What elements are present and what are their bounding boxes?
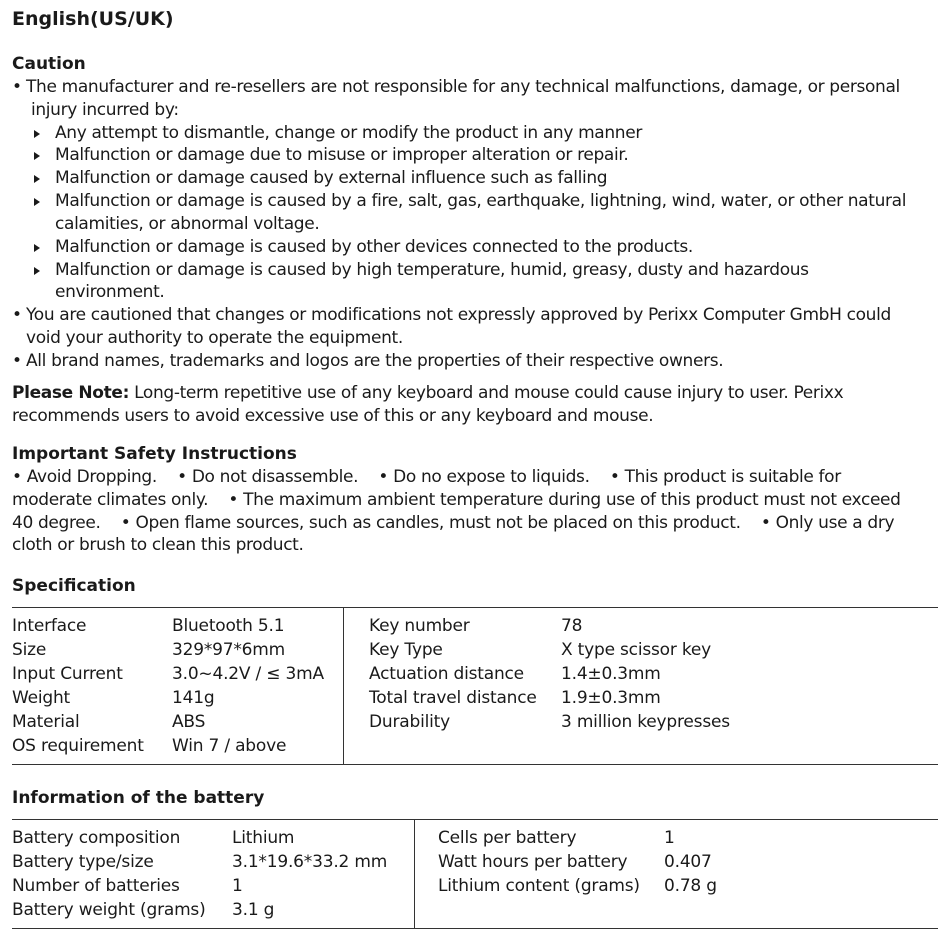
safety-line: moderate climates only. • The maximum ambient temperature during use of this product must not exceed — [12, 490, 901, 510]
triangle-bullet-icon — [34, 267, 40, 275]
spec-label: Input Current — [12, 664, 123, 684]
spec-column-divider — [343, 608, 344, 764]
spec-value: Bluetooth 5.1 — [172, 616, 285, 636]
caution-item-text: Malfunction or damage is caused by other devices connected to the products. — [55, 237, 693, 257]
caution-intro — [12, 77, 900, 97]
triangle-bullet-icon — [34, 130, 40, 138]
please-note-line2: recommends users to avoid excessive use of this or any keyboard and mouse. — [12, 406, 654, 426]
spec-label: Material — [12, 712, 80, 732]
safety-line: cloth or brush to clean this product. — [12, 535, 304, 555]
spec-value: 329*97*6mm — [172, 640, 286, 660]
spec-label: OS requirement — [12, 736, 144, 756]
battery-label: Watt hours per battery — [438, 852, 628, 872]
caution-item-text-cont: calamities, or abnormal voltage. — [55, 214, 320, 234]
please-note-line1: Long-term repetitive use of any keyboard and mouse could cause injury to user. Perixx — [134, 383, 844, 403]
spec-value: Win 7 / above — [172, 736, 287, 756]
spec-value: 141g — [172, 688, 215, 708]
specification-heading: Specification — [12, 576, 136, 596]
safety-line: 40 degree. • Open flame sources, such as candles, must not be placed on this product. • Only use a dry — [12, 513, 895, 533]
spec-value: X type scissor key — [561, 640, 712, 660]
caution-item-text: Malfunction or damage caused by external influence such as falling — [55, 168, 608, 188]
spec-label: Actuation distance — [369, 664, 524, 684]
spec-label: Size — [12, 640, 47, 660]
spec-value: 78 — [561, 616, 583, 636]
battery-label: Battery composition — [12, 828, 181, 848]
spec-top-rule — [12, 607, 938, 608]
caution-note3-text: All brand names, trademarks and logos are the properties of their respective owners. — [26, 351, 724, 371]
please-note-label: Please Note: — [12, 383, 130, 403]
caution-note2-line1: You are cautioned that changes or modifications not expressly approved by Perixx Computer GmbH could — [26, 305, 891, 325]
language-title: English(US/UK) — [12, 8, 174, 30]
spec-bottom-rule — [12, 764, 938, 765]
battery-value: 0.78 g — [664, 876, 717, 896]
spec-value: ABS — [172, 712, 206, 732]
bullet-icon: • — [12, 351, 22, 371]
battery-value: 3.1 g — [232, 900, 275, 920]
spec-value: 3 million keypresses — [561, 712, 730, 732]
caution-intro-line2: injury incurred by: — [31, 100, 179, 120]
caution-note-modifications — [12, 305, 891, 325]
please-note — [12, 383, 843, 403]
battery-value: 3.1*19.6*33.2 mm — [232, 852, 388, 872]
safety-heading: Important Safety Instructions — [12, 444, 297, 464]
spec-value: 1.4±0.3mm — [561, 664, 661, 684]
battery-bottom-rule — [12, 928, 938, 929]
spec-label: Weight — [12, 688, 71, 708]
battery-value: 0.407 — [664, 852, 712, 872]
battery-label: Lithium content (grams) — [438, 876, 640, 896]
spec-label: Total travel distance — [369, 688, 537, 708]
spec-label: Interface — [12, 616, 87, 636]
caution-heading: Caution — [12, 54, 86, 74]
battery-label: Battery weight (grams) — [12, 900, 206, 920]
triangle-bullet-icon — [34, 244, 40, 252]
spec-label: Durability — [369, 712, 450, 732]
triangle-bullet-icon — [34, 152, 40, 160]
caution-intro-line1: The manufacturer and re-resellers are not responsible for any technical malfunctions, damage, or personal — [26, 77, 900, 97]
caution-note-brands — [12, 351, 723, 371]
caution-item-text: Malfunction or damage is caused by high temperature, humid, greasy, dusty and hazardous — [55, 260, 809, 280]
battery-value: 1 — [232, 876, 243, 896]
battery-top-rule — [12, 819, 938, 820]
caution-item-text: Any attempt to dismantle, change or modify the product in any manner — [55, 123, 642, 143]
battery-column-divider — [414, 820, 415, 928]
spec-label: Key Type — [369, 640, 443, 660]
battery-heading: Information of the battery — [12, 788, 265, 808]
battery-label: Battery type/size — [12, 852, 154, 872]
spec-label: Key number — [369, 616, 470, 636]
battery-label: Cells per battery — [438, 828, 577, 848]
bullet-icon: • — [12, 77, 22, 97]
caution-item-text: Malfunction or damage is caused by a fire, salt, gas, earthquake, lightning, wind, water, or other natural — [55, 191, 907, 211]
battery-label: Number of batteries — [12, 876, 180, 896]
caution-note2-line2: void your authority to operate the equipment. — [26, 328, 403, 348]
caution-item-text-cont: environment. — [55, 282, 165, 302]
spec-value: 1.9±0.3mm — [561, 688, 661, 708]
battery-value: 1 — [664, 828, 675, 848]
triangle-bullet-icon — [34, 175, 40, 183]
caution-item-text: Malfunction or damage due to misuse or improper alteration or repair. — [55, 145, 629, 165]
battery-value: Lithium — [232, 828, 295, 848]
triangle-bullet-icon — [34, 198, 40, 206]
bullet-icon: • — [12, 305, 22, 325]
spec-value: 3.0~4.2V / ≤ 3mA — [172, 664, 324, 684]
safety-line: • Avoid Dropping. • Do not disassemble. • Do no expose to liquids. • This product is suitable for — [12, 467, 841, 487]
